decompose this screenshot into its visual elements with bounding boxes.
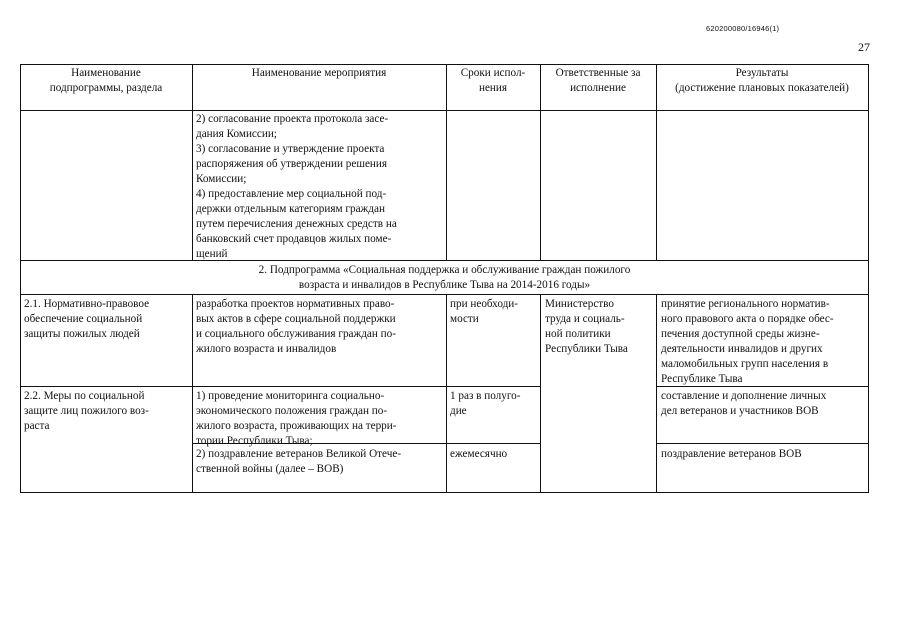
row-2-1-activity: разработка проектов нормативных право- вых актов в сфере социальной поддержки и социального обслуживания граждан по- жилого возраста и инвалидов: [196, 298, 396, 355]
row-2-1-responsible: Министерство труда и социаль- ной политики Республики Тыва: [545, 298, 628, 355]
table-border-right: [868, 64, 869, 492]
row-2-2-results-1: составление и дополнение личных дел ветеранов и участников ВОВ: [661, 390, 827, 417]
document-code: 620200080/16946(1): [706, 24, 780, 33]
row-2-1-bottom-col1-col3: [20, 386, 540, 387]
col-divider-1-top: [192, 64, 193, 260]
col-divider-3-bottom: [540, 294, 541, 492]
col-divider-3-top: [540, 64, 541, 260]
row-2-2-deadline-1: 1 раз в полуго- дие: [450, 390, 521, 417]
header-bottom-line: [20, 110, 869, 111]
row-2-1-deadline: при необходи- мости: [450, 298, 519, 325]
row-2-2-deadline-2: ежемесячно: [450, 448, 508, 460]
row-2-1-results: принятие регионального норматив- ного правового акта о порядке обес- печения доступной среды жизне- деятельности инвалидов и других маломобильных групп населения в Республике Тыва: [661, 298, 834, 385]
header-responsible: Ответственные за исполнение: [555, 67, 641, 94]
section-title-bottom-line: [20, 294, 869, 295]
col-divider-1-bottom: [192, 294, 193, 492]
col-divider-4-top: [656, 64, 657, 260]
header-subprogram: Наименование подпрограммы, раздела: [49, 67, 163, 94]
row-2-2-results-2: поздравление ветеранов ВОВ: [661, 448, 802, 460]
header-results: Результаты (достижение плановых показателей): [675, 67, 849, 94]
row-2-2-subprogram: 2.2. Меры по социальной защите лиц пожилого воз- раста: [24, 390, 149, 432]
col-divider-2-bottom: [446, 294, 447, 492]
header-deadline: Сроки испол- нения: [460, 67, 526, 94]
row-2-1-subprogram: 2.1. Нормативно-правовое обеспечение социальной защиты пожилых людей: [24, 298, 150, 340]
table-border-left: [20, 64, 21, 492]
row-2-2-activity-1: 1) проведение мониторинга социально- экономического положения граждан по- жилого возраста, проживающих на терри- тории Республики Тыва;: [196, 390, 397, 447]
table-border-bottom: [20, 492, 869, 493]
section-title: 2. Подпрограмма «Социальная поддержка и обслуживание граждан пожилого возраста и инвалидов в Республике Тыва на 2014-2016 годы»: [258, 264, 631, 291]
row-2-2-split-col5: [656, 443, 869, 444]
col-divider-2-top: [446, 64, 447, 260]
col-divider-4-bottom: [656, 294, 657, 492]
page-number: 27: [858, 40, 870, 54]
continuation-activity-text: 2) согласование проекта протокола засе- дания Комиссии; 3) согласование и утверждение проекта распоряжения об утверждении решения Комиссии; 4) предоставление мер социальной под- держки отдельным категориям граждан путем перечисления денежных средств на банковский счет продавцов жилых поме- щений: [196, 113, 397, 260]
header-activity: Наименование мероприятия: [251, 67, 387, 79]
continuation-bottom-line: [20, 260, 869, 261]
table-border-top: [20, 64, 869, 65]
row-2-2-activity-2: 2) поздравление ветеранов Великой Отече- ственной войны (далее – ВОВ): [196, 448, 402, 475]
